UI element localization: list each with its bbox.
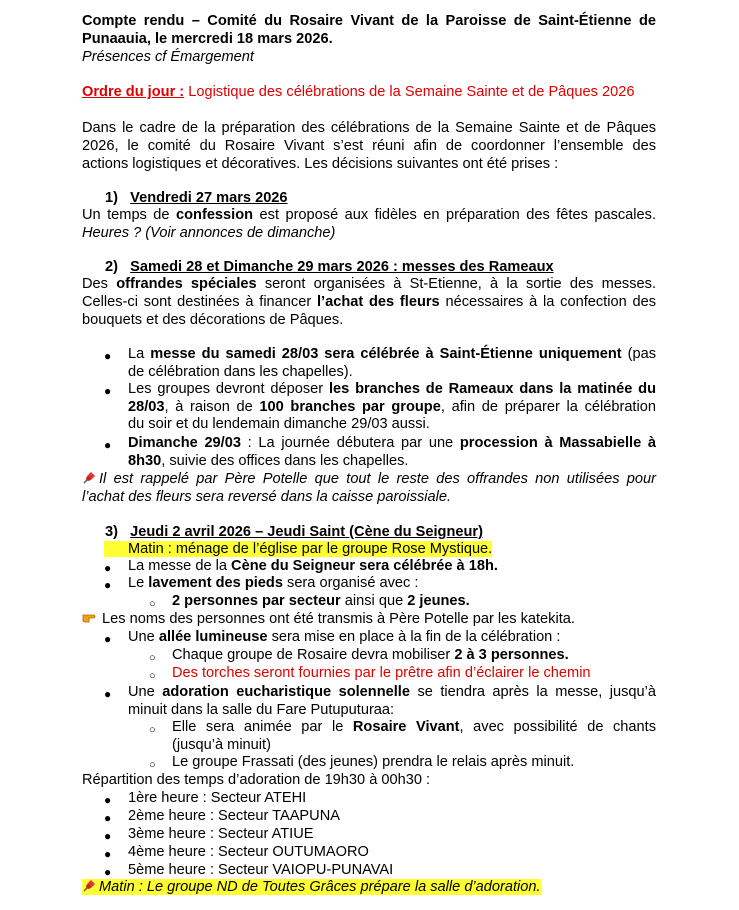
schedule-item-2: 2ème heure : Secteur TAAPUNA [128, 808, 340, 824]
circle-bullet-icon: ○ [149, 652, 156, 664]
attendance-note: Présences cf Émargement [82, 49, 254, 65]
bullet-icon: ● [104, 847, 112, 861]
schedule-item-4: 4ème heure : Secteur OUTUMAORO [128, 844, 369, 860]
section-2-heading: 2) Samedi 28 et Dimanche 29 mars 2026 : messes des Rameaux [105, 259, 554, 275]
section-3-heading: 3) Jeudi 2 avril 2026 – Jeudi Saint (Cène du Seigneur) [105, 524, 483, 540]
s3-bullet-5-line-1: Une adoration eucharistique solennelle se tiendra après la messe, jusqu’à [128, 684, 657, 700]
s2-bullet-2-line-2: 28/03, à raison de 100 branches par groupe, afin de préparer la célébration [128, 399, 656, 415]
schedule-item-5: 5ème heure : Secteur VAIOPU-PUNAVAI [128, 862, 394, 878]
schedule-item-1: 1ère heure : Secteur ATEHI [128, 790, 307, 806]
s3-subitem-4-line-2: (jusqu’à minuit) [172, 737, 271, 753]
intro-line-1: Dans le cadre de la préparation des célébrations de la Semaine Sainte et de Pâques [82, 120, 656, 136]
pointing-hand-icon [82, 611, 99, 623]
s2-bullet-2-line-1: Les groupes devront déposer les branches de Rameaux dans la matinée du [128, 381, 656, 397]
bullet-icon: ● [104, 384, 112, 398]
section-1-line-2: Heures ? (Voir annonces de dimanche) [82, 225, 336, 241]
section-2-line-3: bouquets et des décorations de Pâques. [82, 312, 344, 328]
bullet-icon: ● [104, 865, 112, 879]
s2-bullet-3-line-1: Dimanche 29/03 : La journée débutera par une procession à Massabielle à [128, 435, 657, 451]
circle-bullet-icon: ○ [149, 759, 156, 771]
s2-bullet-1-line-1: La messe du samedi 28/03 sera célébrée à Saint-Étienne uniquement (pas [128, 346, 656, 362]
circle-bullet-icon: ○ [149, 670, 156, 682]
bullet-icon: ● [104, 793, 112, 807]
bullet-icon: ● [104, 829, 112, 843]
bullet-icon: ● [104, 438, 112, 452]
circle-bullet-icon: ○ [149, 724, 156, 736]
s2-bullet-1-line-2: de célébration dans les chapelles). [128, 364, 353, 380]
s2-bullet-3-line-2: 8h30, suivie des offices dans les chapelles. [128, 453, 409, 469]
s3-bullet-1: Matin : ménage de l’église par le groupe Rose Mystique. [104, 541, 492, 559]
bullet-icon: ● [104, 811, 112, 825]
bullet-icon: ● [104, 349, 112, 363]
final-note: Matin : Le groupe ND de Toutes Grâces prépare la salle d’adoration. [82, 879, 541, 897]
pushpin-icon [82, 879, 96, 893]
schedule-item-3: 3ème heure : Secteur ATIUE [128, 826, 314, 842]
s3-subitem-3: Des torches seront fournies par le prêtre afin d’éclairer le chemin [172, 665, 591, 681]
s2-bullet-2-line-3: du soir et du lendemain dimanche 29/03 aussi. [128, 416, 430, 432]
section-1-heading: 1) Vendredi 27 mars 2026 [105, 190, 288, 206]
s3-subitem-2: Chaque groupe de Rosaire devra mobiliser 2 à 3 personnes. [172, 647, 569, 663]
s3-bullet-5-line-2: minuit dans la salle du Fare Putuputuraa: [128, 702, 395, 718]
section-2-line-1: Des offrandes spéciales seront organisées à St-Etienne, à la sortie des messes. [82, 276, 656, 292]
s3-bullet-4: Une allée lumineuse sera mise en place à la fin de la célébration : [128, 629, 561, 645]
adoration-schedule-label: Répartition des temps d’adoration de 19h30 à 00h30 : [82, 772, 431, 788]
bullet-icon: ● [104, 632, 112, 646]
header-title-line-1: Compte rendu – Comité du Rosaire Vivant de la Paroisse de Saint-Étienne de [82, 13, 656, 29]
intro-line-3: actions logistiques et décoratives. Les décisions suivantes ont été prises : [82, 156, 559, 172]
circle-bullet-icon: ○ [149, 598, 156, 610]
s3-bullet-2: La messe de la Cène du Seigneur sera célébrée à 18h. [128, 558, 498, 574]
bullet-icon: ● [104, 578, 112, 592]
bullet-icon: ● [104, 561, 112, 575]
s2-note-line-1: Il est rappelé par Père Potelle que tout le reste des offrandes non utilisées pour [82, 471, 656, 489]
s2-note-line-2: l’achat des fleurs sera reversé dans la caisse paroissiale. [82, 489, 452, 505]
section-1-line-1: Un temps de confession est proposé aux fidèles en préparation des fêtes pascales. [82, 207, 656, 223]
agenda-line: Ordre du jour : Logistique des célébrations de la Semaine Sainte et de Pâques 2026 [82, 84, 635, 100]
s3-subitem-5: Le groupe Frassati (des jeunes) prendra le relais après minuit. [172, 754, 575, 770]
s3-names-note: Les noms des personnes ont été transmis à Père Potelle par les katekita. [82, 611, 575, 629]
intro-line-2: 2026, le comité du Rosaire Vivant s’est réuni afin de coordonner l’ensemble des [82, 138, 656, 154]
section-2-line-2: Celles-ci sont destinées à financer l’achat des fleurs nécessaires à la confection des [82, 294, 657, 310]
s3-subitem-1: 2 personnes par secteur ainsi que 2 jeunes. [172, 593, 470, 609]
s3-subitem-4-line-1: Elle sera animée par le Rosaire Vivant, avec possibilité de chants [172, 719, 656, 735]
s3-bullet-3: Le lavement des pieds sera organisé avec : [128, 575, 419, 591]
pushpin-icon [82, 471, 96, 485]
bullet-icon: ● [104, 687, 112, 701]
header-title-line-2: Punaauia, le mercredi 18 mars 2026. [82, 31, 333, 47]
